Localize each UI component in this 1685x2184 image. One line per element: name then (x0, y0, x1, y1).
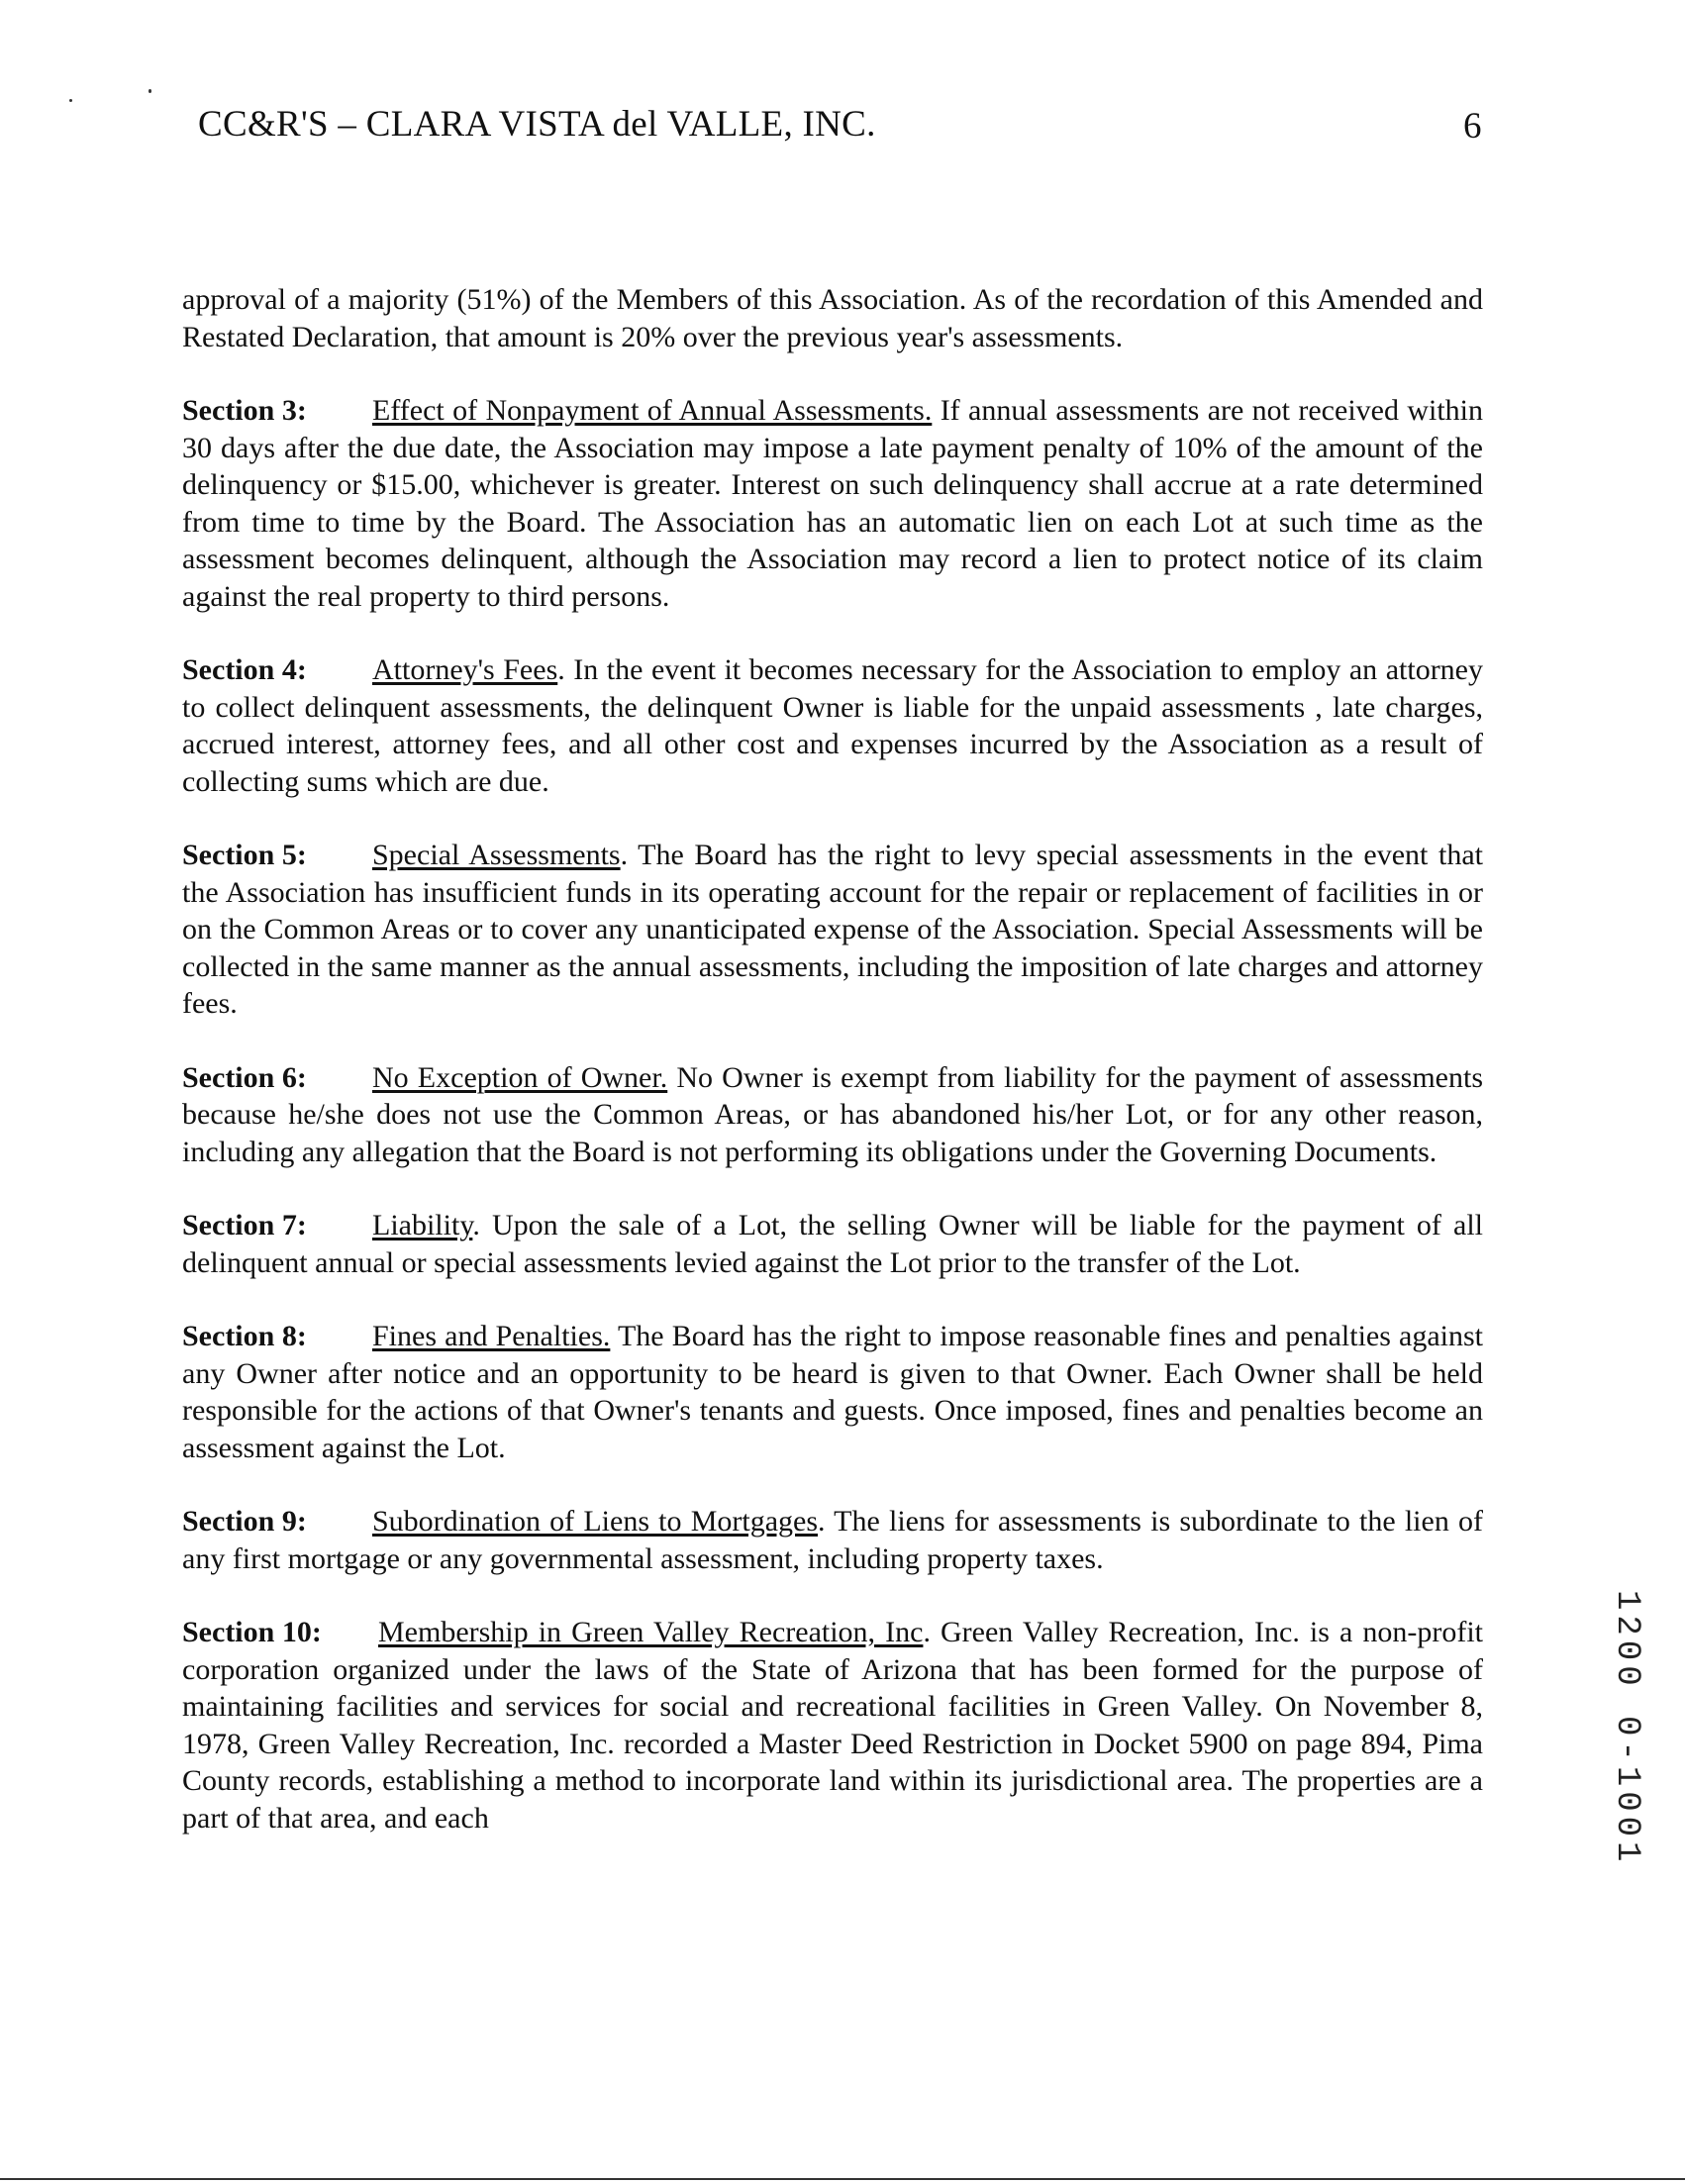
section-title: Attorney's Fees (372, 653, 558, 686)
section-label: Section 10: (182, 1616, 322, 1648)
section-text: . The liens for assessments is subordinate to the lien of any first mortgage or any governmental assessment, including property taxes. (182, 1505, 1484, 1575)
section-text: . The Board has the right to levy special assessments in the event that the Association has insufficient funds in its operating account for the repair or replacement of facilities in or on the Common Areas or to cover any unanticipated expense of the Association. Special Assessments will be collected in the same manner as the annual assessments, including the imposition of late charges and attorney fees. (182, 839, 1483, 1020)
section-3 (182, 392, 1483, 615)
section-title: Effect of Nonpayment of Annual Assessments. (372, 394, 933, 427)
scan-bottom-edge (0, 2178, 1685, 2180)
intro-paragraph: approval of a majority (51%) of the Members of this Association. As of the recordation of this Amended and Restated Declaration, that amount is 20% over the previous year's assessments. (182, 283, 1483, 353)
section-title: Subordination of Liens to Mortgages (372, 1505, 819, 1538)
section-label: Section 3: (182, 394, 307, 427)
section-text: . Upon the sale of a Lot, the selling Owner will be liable for the payment of all delinquent annual or special assessments levied against the Lot prior to the transfer of the Lot. (182, 1209, 1483, 1279)
section-text: . Green Valley Recreation, Inc. is a non-profit corporation organized under the laws of the State of Arizona that has been formed for the purpose of maintaining facilities and services for social and recreational facilities in Green Valley. On November 8, 1978, Green Valley Recreation, Inc. recorded a Master Deed Restriction in Docket 5900 on page 894, Pima County records, establishing a method to incorporate land within its jurisdictional area. The properties are a part of that area, and each (182, 1616, 1483, 1835)
section-5 (182, 837, 1483, 1023)
scan-speck (69, 99, 72, 102)
section-6 (182, 1059, 1483, 1171)
section-text: The Board has the right to impose reasonable fines and penalties against any Owner after notice and an opportunity to be heard is given to that Owner. Each Owner shall be held responsible for the actions of that Owner's tenants and guests. Once imposed, fines and penalties become an assessment against the Lot. (182, 1320, 1483, 1464)
section-text: No Owner is exempt from liability for the payment of assessments because he/she does not use the Common Areas, or has abandoned his/her Lot, or for any other reason, including any allegation that the Board is not performing its obligations under the Governing Documents. (182, 1060, 1484, 1168)
section-label: Section 4: (182, 653, 307, 686)
section-8 (182, 1318, 1483, 1466)
section-label: Section 8: (182, 1320, 307, 1352)
page-number: 6 (1463, 106, 1482, 147)
section-label: Section 5: (182, 839, 307, 871)
section-text: . In the event it becomes necessary for the Association to employ an attorney to collect delinquent assessments, the delinquent Owner is liable for the unpaid assessments , late charges, accrued interest, attorney fees, and all other cost and expenses incurred by the Association as a result of collecting sums which are due. (182, 653, 1483, 798)
document-header-title: CC&R'S – CLARA VISTA del VALLE, INC. (198, 104, 876, 145)
section-9 (182, 1503, 1483, 1577)
margin-docket-stamp: 1200 0-1001 (1608, 1590, 1645, 1867)
section-label: Section 9: (182, 1505, 307, 1538)
document-body (182, 281, 1483, 1873)
section-label: Section 7: (182, 1209, 307, 1241)
section-10 (182, 1614, 1483, 1837)
section-4 (182, 651, 1483, 800)
section-7 (182, 1207, 1483, 1281)
scan-speck (149, 89, 151, 93)
section-title: No Exception of Owner. (372, 1060, 668, 1094)
section-title: Special Assessments (372, 839, 621, 871)
section-title: Liability (372, 1209, 473, 1241)
section-title: Membership in Green Valley Recreation, Inc (378, 1616, 924, 1648)
section-title: Fines and Penalties. (372, 1320, 611, 1352)
section-text: If annual assessments are not received within 30 days after the due date, the Association may impose a late payment penalty of 10% of the amount of the delinquency or $15.00, whichever is greater. Interest on such delinquency shall accrue at a rate determined from time to time by the Board. The Association has an automatic lien on each Lot at such time as the assessment becomes delinquent, although the Association may record a lien to protect notice of its claim against the real property to third persons. (182, 394, 1483, 613)
section-label: Section 6: (182, 1060, 307, 1094)
